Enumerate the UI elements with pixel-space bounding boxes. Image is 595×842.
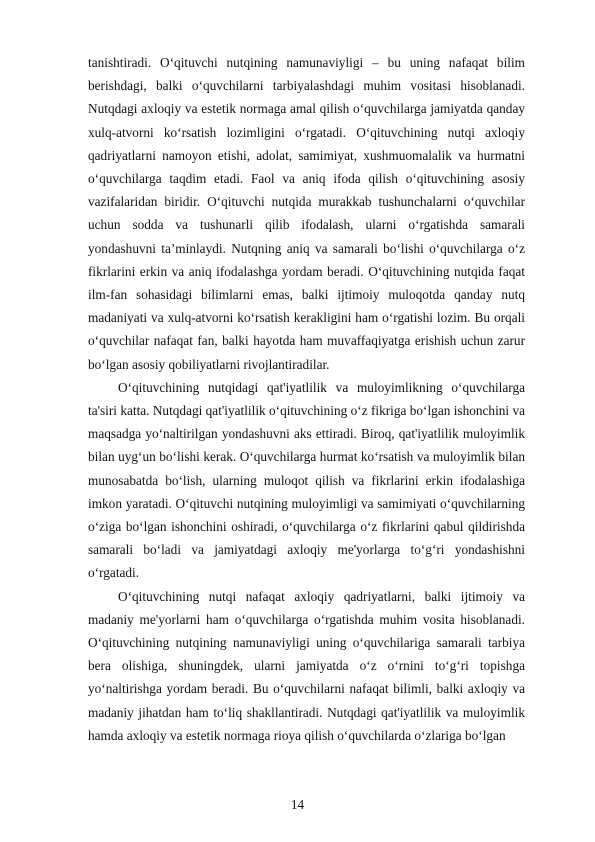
- paragraph: O‘qituvchining nutqidagi qat'iyatlilik va muloyimlikning o‘quvchilarga ta'siri katta. Nutqdagi qat'iyatlilik o‘qituvchining o‘z fikriga bo‘lgan ishonchini va maqsadga yo‘naltirilgan yondashuvni aks ettiradi. Biroq, qat'iyatlilik muloyimlik bilan uyg‘un bo‘lishi kerak. O‘quvchilarga hurmat ko‘rsatish va muloyimlik bilan munosabatda bo‘lish, ularning muloqot qilish va fikrlarini erkin ifodalashiga imkon yaratadi. O‘qituvchi nutqining muloyimligi va samimiyati o‘quvchilarning o‘ziga bo‘lgan ishonchini oshiradi, o‘quvchilarga o‘z fikrlarini qabul qildirishda samarali bo‘ladi va jamiyatdagi axloqiy me'yorlarga to‘g‘ri yondashishni o‘rgatadi.: [88, 379, 525, 581]
- body-text: [88, 51, 525, 747]
- paragraph: O‘qituvchining nutqi nafaqat axloqiy qadriyatlarni, balki ijtimoiy va madaniy me'yorlarni ham o‘quvchilarga o‘rgatishda muhim vosita hisoblanadi. O‘qituvchining nutqining namunaviyligi uning o‘quvchilariga samarali tarbiya bera olishiga, shuningdek, ularni jamiyatda o‘z o‘rnini to‘g‘ri topishga yo‘naltirishga yordam beradi. Bu o‘quvchilarni nafaqat bilimli, balki axloqiy va madaniy jihatdan ham to‘liq shakllantiradi. Nutqdagi qat'iyatlilik va muloyimlik hamda axloqiy va estetik normaga rioya qilish o‘quvchilarda o‘zlariga bo‘lgan: [88, 588, 525, 743]
- paragraph-continued: tanishtiradi. O‘qituvchi nutqining namunaviyligi – bu uning nafaqat bilim berishdagi, balki o‘quvchilarni tarbiyalashdagi muhim vositasi hisoblanadi. Nutqdagi axloqiy va estetik normaga amal qilish o‘quvchilarga jamiyatda qanday xulq-atvorni ko‘rsatish lozimligini o‘rgatadi. O‘qituvchining nutqi axloqiy qadriyatlarni namoyon etishi, adolat, samimiyat, xushmuomalalik va hurmatni o‘quvchilarga taqdim etadi. Faol va aniq ifoda qilish o‘qituvchining asosiy vazifalaridan biridir. O‘qituvchi nutqida murakkab tushunchalarni o‘quvchilar uchun sodda va tushunarli qilib ifodalash, ularni o‘rgatishda samarali yondashuvni ta’minlaydi. Nutqning aniq va samarali bo‘lishi o‘quvchilarga o‘z fikrlarini erkin va aniq ifodalashga yordam beradi. O‘qituvchining nutqida faqat ilm-fan sohasidagi bilimlarni emas, balki ijtimoiy muloqotda qanday nutq madaniyati va xulq-atvorni ko‘rsatish kerakligini ham o‘rgatishi lozim. Bu orqali o‘quvchilar nafaqat fan, balki hayotda ham muvaffaqiyatga erishish uchun zarur bo‘lgan asosiy qobiliyatlarni rivojlantiradilar.: [88, 55, 525, 372]
- page-number: 14: [290, 797, 305, 812]
